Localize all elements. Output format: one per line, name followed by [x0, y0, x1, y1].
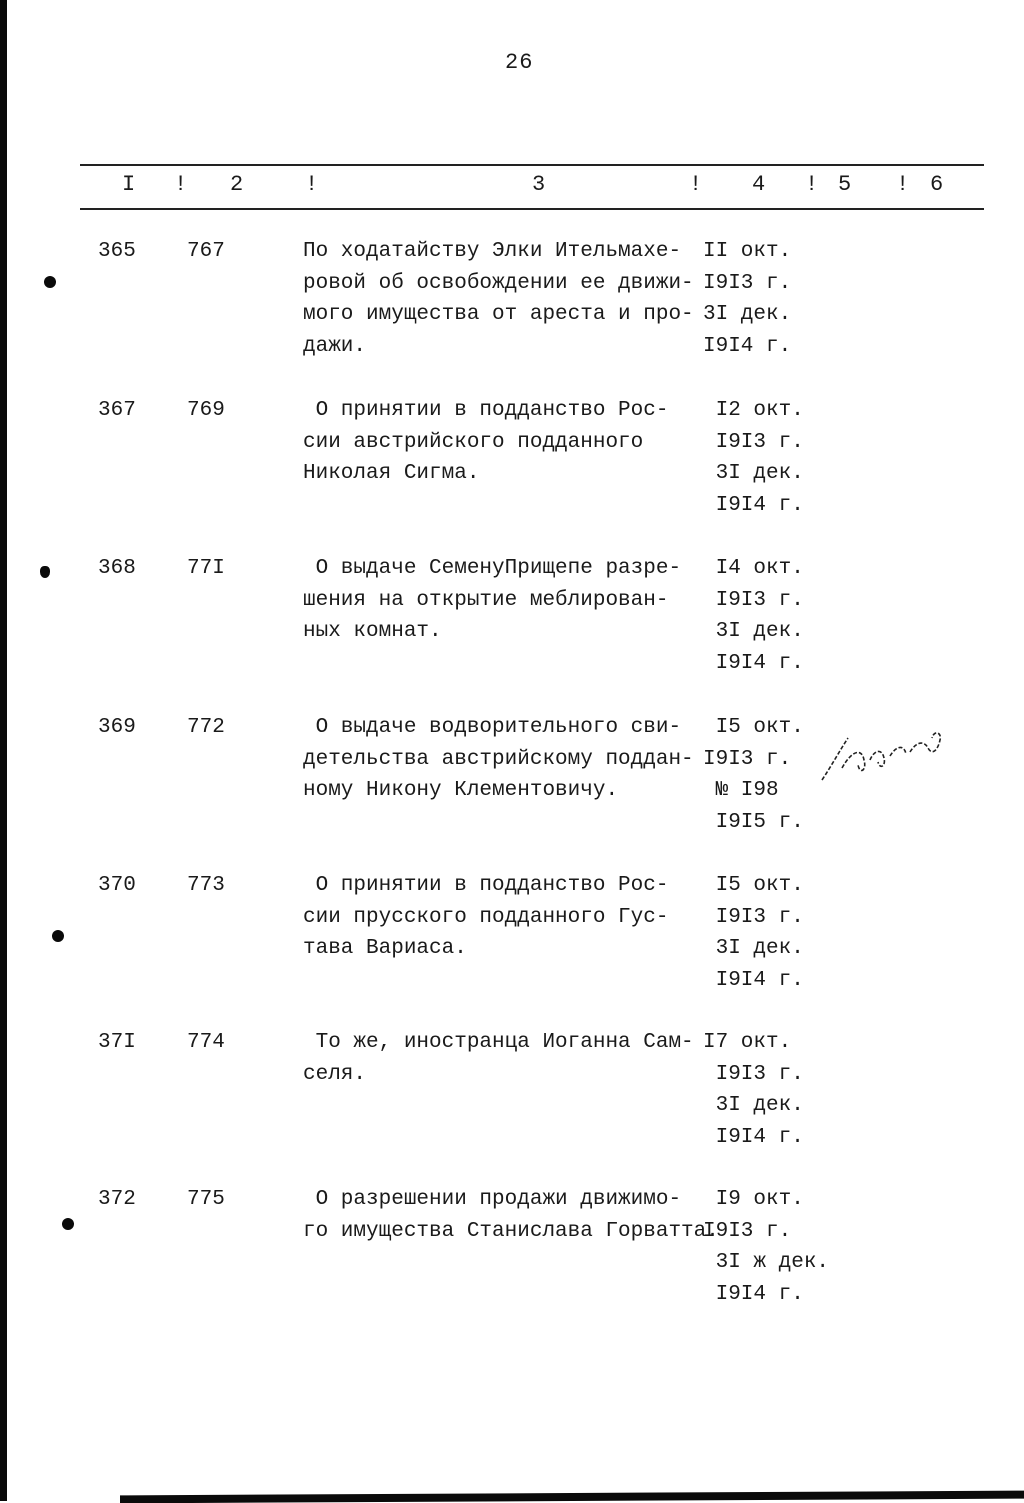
date-line: I9I4 г.	[703, 651, 804, 675]
title-line: детельства австрийскому поддан-	[303, 747, 694, 771]
title-line: го имущества Станислава Горватта.	[303, 1219, 719, 1243]
date-line: II окт.	[703, 240, 792, 263]
title-line: ному Никону Клементовичу.	[303, 779, 619, 802]
title-line: О принятии в подданство Рос-	[303, 874, 669, 897]
date-line: I9I3 г.	[703, 588, 804, 612]
row-dates	[703, 1184, 830, 1310]
title-line: О выдаче СеменуПрищепе разре-	[303, 557, 682, 580]
date-line: 3I дек.	[703, 620, 804, 643]
date-line: I7 окт.	[703, 1031, 792, 1054]
file-number: 773	[187, 874, 225, 897]
title-line: тава Вариаса.	[303, 937, 467, 960]
scan-edge	[0, 0, 7, 1501]
date-line: 3I дек.	[703, 1094, 804, 1117]
row-title	[303, 712, 703, 807]
date-line: I9I4 г.	[703, 1282, 804, 1306]
punch-hole-mark	[40, 566, 50, 578]
date-line: 3I ж дек.	[703, 1251, 830, 1274]
row-number: 367	[98, 399, 136, 422]
row-dates	[703, 1027, 823, 1153]
header-col-4: 4	[752, 172, 766, 197]
header-col-2: 2	[230, 172, 244, 197]
date-line: I2 окт.	[703, 399, 804, 422]
date-line: I9 окт.	[703, 1188, 804, 1211]
date-line: 3I дек.	[703, 462, 804, 485]
title-line: То же, иностранца Иоганна Сам-	[303, 1031, 694, 1054]
row-number: 372	[98, 1188, 136, 1211]
row-dates	[703, 553, 823, 679]
date-line: I9I5 г.	[703, 810, 804, 834]
header-separator: !	[805, 172, 819, 197]
file-number: 769	[187, 399, 225, 422]
header-separator: !	[896, 172, 910, 197]
file-number: 767	[187, 240, 225, 263]
row-dates	[703, 236, 823, 362]
punch-hole-mark	[44, 276, 56, 288]
row-title	[303, 1027, 703, 1090]
title-line: сии прусского подданного Гус-	[303, 905, 669, 929]
date-line: I9I3 г.	[703, 430, 804, 454]
date-line: I5 окт.	[703, 874, 804, 897]
row-number: 365	[98, 240, 136, 263]
header-separator: !	[305, 172, 319, 197]
date-line: I9I3 г.	[703, 747, 792, 771]
title-line: По ходатайству Элки Ительмахе-	[303, 240, 682, 263]
header-col-3: 3	[532, 172, 546, 197]
title-line: селя.	[303, 1062, 367, 1086]
title-line: Николая Сигма.	[303, 462, 480, 485]
page-number: 26	[505, 50, 534, 75]
title-line: О принятии в подданство Рос-	[303, 399, 669, 422]
date-line: I9I3 г.	[703, 1062, 804, 1086]
date-line: I9I4 г.	[703, 493, 804, 517]
handwritten-signature	[812, 720, 952, 790]
file-number: 775	[187, 1188, 225, 1211]
row-title	[303, 553, 703, 648]
date-line: I4 окт.	[703, 557, 804, 580]
title-line: мого имущества от ареста и про-	[303, 303, 694, 326]
date-line: № I98	[703, 779, 779, 802]
row-title	[303, 236, 703, 362]
header-separator: !	[174, 172, 188, 197]
title-line: О разрешении продажи движимо-	[303, 1188, 682, 1211]
row-dates	[703, 395, 823, 521]
title-line: ровой об освобождении ее движи-	[303, 271, 694, 295]
date-line: 3I дек.	[703, 303, 792, 326]
table-header-bottom-rule	[80, 208, 984, 210]
title-line: ных комнат.	[303, 620, 442, 643]
file-number: 774	[187, 1031, 225, 1054]
row-title	[303, 1184, 719, 1247]
date-line: 3I дек.	[703, 937, 804, 960]
row-number: 37I	[98, 1031, 136, 1054]
row-number: 368	[98, 557, 136, 580]
row-number: 369	[98, 716, 136, 739]
punch-hole-mark	[62, 1218, 74, 1230]
date-line: I9I3 г.	[703, 271, 792, 295]
date-line: I9I4 г.	[703, 1125, 804, 1149]
row-dates	[703, 712, 823, 838]
header-col-5: 5	[838, 172, 852, 197]
file-number: 772	[187, 716, 225, 739]
date-line: I9I3 г.	[703, 1219, 792, 1243]
file-number: 77I	[187, 557, 225, 580]
row-title	[303, 870, 703, 965]
scan-edge-bottom	[120, 1491, 1024, 1503]
title-line: сии австрийского подданного	[303, 430, 644, 454]
table-header-row	[0, 172, 1024, 202]
table-top-rule	[80, 164, 984, 166]
title-line: О выдаче водворительного сви-	[303, 716, 682, 739]
row-number: 370	[98, 874, 136, 897]
row-title	[303, 395, 703, 490]
title-line: дажи.	[303, 334, 367, 358]
header-col-1: I	[122, 172, 136, 197]
title-line: шения на открытие меблирован-	[303, 588, 669, 612]
date-line: I9I3 г.	[703, 905, 804, 929]
punch-hole-mark	[52, 930, 64, 942]
date-line: I9I4 г.	[703, 968, 804, 992]
header-col-6: 6	[930, 172, 944, 197]
row-dates	[703, 870, 823, 996]
date-line: I5 окт.	[703, 716, 804, 739]
date-line: I9I4 г.	[703, 334, 792, 358]
header-separator: !	[689, 172, 703, 197]
